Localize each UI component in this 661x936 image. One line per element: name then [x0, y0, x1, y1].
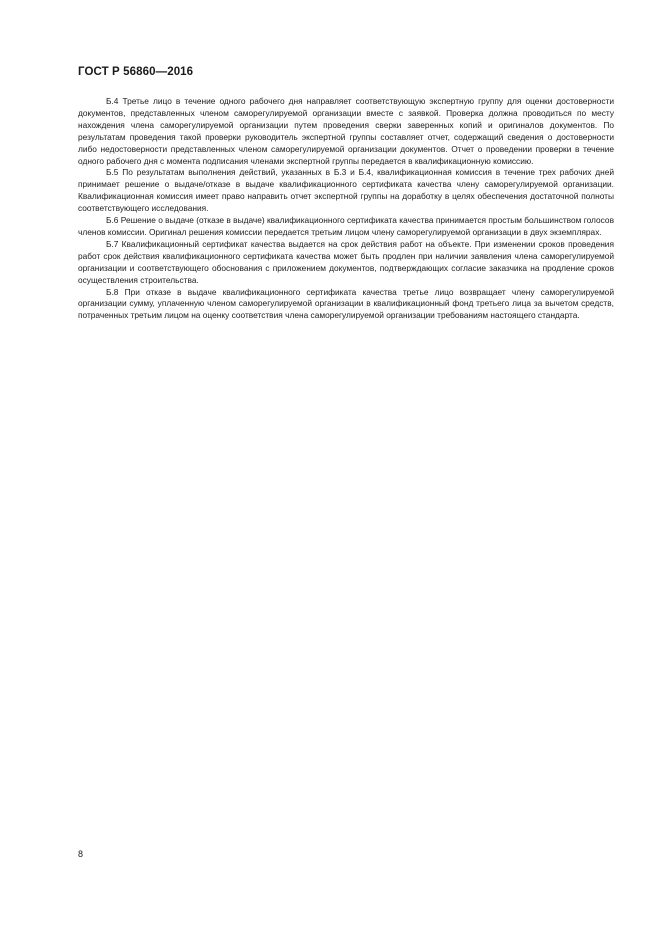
paragraph-b8: Б.8 При отказе в выдаче квалификационного сертификата качества третье лицо возвращает члену саморегулируемой организации сумму, уплаченную членом саморегулируемой организации в квалификационный фонд третьего лица за вычетом средств, потраченных третьим лицом на оценку соответствия члена саморегулируемой организации требованиям настоящего стандарта.	[78, 286, 614, 321]
paragraph-b7: Б.7 Квалификационный сертификат качества выдается на срок действия работ на объекте. При изменении сроков проведения работ срок действия квалификационного сертификата качества может быть продлен при наличии заявления члена саморегулируемой организации и соответствующего обоснования с приложением документов, подтверждающих согласие заказчика на продление сроков осуществления строительства.	[78, 238, 614, 285]
paragraph-b5: Б.5 По результатам выполнения действий, указанных в Б.3 и Б.4, квалификационная комиссия в течение трех рабочих дней принимает решение о выдаче/отказе в выдаче квалификационного сертификата качества члену саморегулируемой организации. Квалификационная комиссия имеет право направить отчет экспертной группы на доработку в целях обеспечения достаточной полноты соответствующего исследования.	[78, 167, 614, 214]
paragraph-b4: Б.4 Третье лицо в течение одного рабочего дня направляет соответствующую экспертную группу для оценки достоверности документов, представленных членом саморегулируемой организации вместе с заявкой. Проверка должна проводиться по месту нахождения члена саморегулируемой организации путем проведения сверки заверенных копий и оригиналов документов. По результатам проведения такой проверки руководитель экспертной группы составляет отчет, содержащий сведения о достоверности либо недостоверности представленных членом саморегулируемой организации документов. Отчет о проведении проверки в течение одного рабочего дня с момента подписания членами экспертной группы передается в квалификационную комиссию.	[78, 96, 614, 166]
page-number: 8	[78, 849, 84, 859]
paragraph-b6: Б.6 Решение о выдаче (отказе в выдаче) квалификационного сертификата качества принимается простым большинством голосов членов комиссии. Оригинал решения комиссии передается третьим лицом члену саморегулируемой организации в двух экземплярах.	[78, 215, 614, 237]
document-body	[78, 96, 614, 322]
document-header-title: ГОСТ Р 56860—2016	[78, 66, 194, 78]
